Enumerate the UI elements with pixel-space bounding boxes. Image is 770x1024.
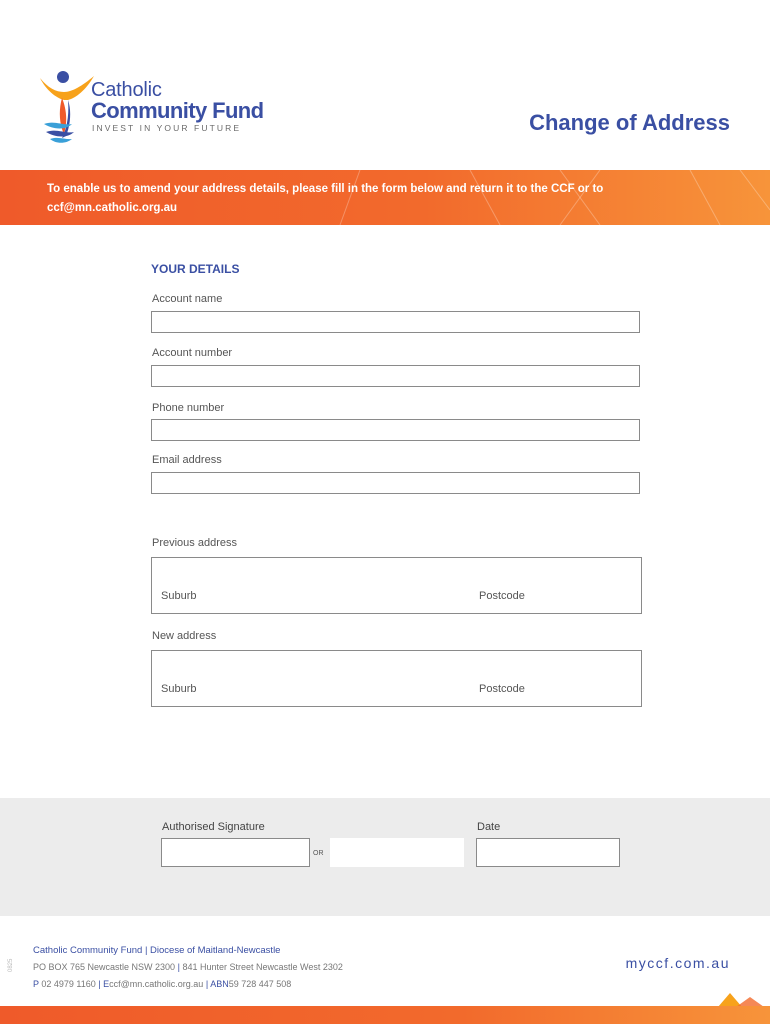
date-label: Date	[477, 821, 501, 833]
footer-org-name: Catholic Community Fund	[33, 945, 143, 956]
signature-field[interactable]	[161, 838, 310, 867]
footer-organisation	[33, 945, 280, 956]
page-title: Change of Address	[529, 110, 730, 135]
email-address-field[interactable]	[151, 472, 640, 494]
new-postcode-label: Postcode	[479, 683, 525, 695]
logo-tagline: INVEST IN YOUR FUTURE	[92, 123, 242, 133]
instruction-banner	[0, 170, 770, 225]
document-code: 0825	[8, 958, 14, 972]
ccf-figure-logo-icon	[38, 68, 98, 148]
footer-contact	[33, 979, 291, 989]
footer-separator: |	[205, 979, 209, 989]
website-link[interactable]: myccf.com.au	[625, 955, 730, 971]
email-address-label: Email address	[152, 454, 222, 466]
footer-separator: |	[144, 945, 148, 956]
footer-bar	[0, 1006, 770, 1024]
previous-address-field[interactable]	[151, 557, 642, 614]
section-heading-your-details: YOUR DETAILS	[151, 262, 240, 276]
footer-separator: |	[177, 962, 180, 972]
new-address-label: New address	[152, 630, 217, 642]
footer-email-prefix: E	[103, 979, 110, 989]
account-name-field[interactable]	[151, 311, 640, 333]
phone-number-field[interactable]	[151, 419, 640, 441]
logo-line-catholic: Catholic	[91, 79, 162, 101]
footer-email[interactable]: ccf@mn.catholic.org.au	[109, 979, 204, 989]
new-suburb-label: Suburb	[161, 683, 197, 695]
phone-number-label: Phone number	[152, 402, 225, 414]
footer-street: 841 Hunter Street Newcastle West 2302	[182, 962, 343, 972]
footer-abn: 59 728 447 508	[228, 979, 292, 989]
date-field[interactable]	[476, 838, 620, 867]
footer-separator: |	[98, 979, 101, 989]
or-label: OR	[313, 850, 324, 857]
footer-phone-prefix: P	[33, 979, 39, 989]
footer-diocese: Diocese of Maitland-Newcastle	[150, 945, 281, 956]
previous-postcode-label: Postcode	[479, 590, 525, 602]
logo-line-community-fund: Community Fund	[91, 98, 264, 123]
previous-address-label: Previous address	[152, 537, 237, 549]
footer-po-box: PO BOX 765 Newcastle NSW 2300	[33, 962, 176, 972]
account-number-label: Account number	[152, 347, 233, 359]
footer-address	[33, 962, 343, 972]
banner-text: To enable us to amend your address details, please fill in the form below and return it to the CCF or to ccf@mn.catholic.org.au	[47, 183, 604, 214]
footer-phone: 02 4979 1160	[41, 979, 96, 989]
footer-accent-decoration	[710, 991, 770, 1007]
ccf-logo	[38, 68, 278, 148]
previous-suburb-label: Suburb	[161, 590, 197, 602]
new-address-field[interactable]	[151, 650, 642, 707]
account-name-label: Account name	[152, 293, 223, 305]
account-number-field[interactable]	[151, 365, 640, 387]
signature-alternate-field[interactable]	[330, 838, 464, 867]
authorised-signature-label: Authorised Signature	[162, 821, 265, 833]
footer-abn-prefix: ABN	[210, 979, 229, 989]
